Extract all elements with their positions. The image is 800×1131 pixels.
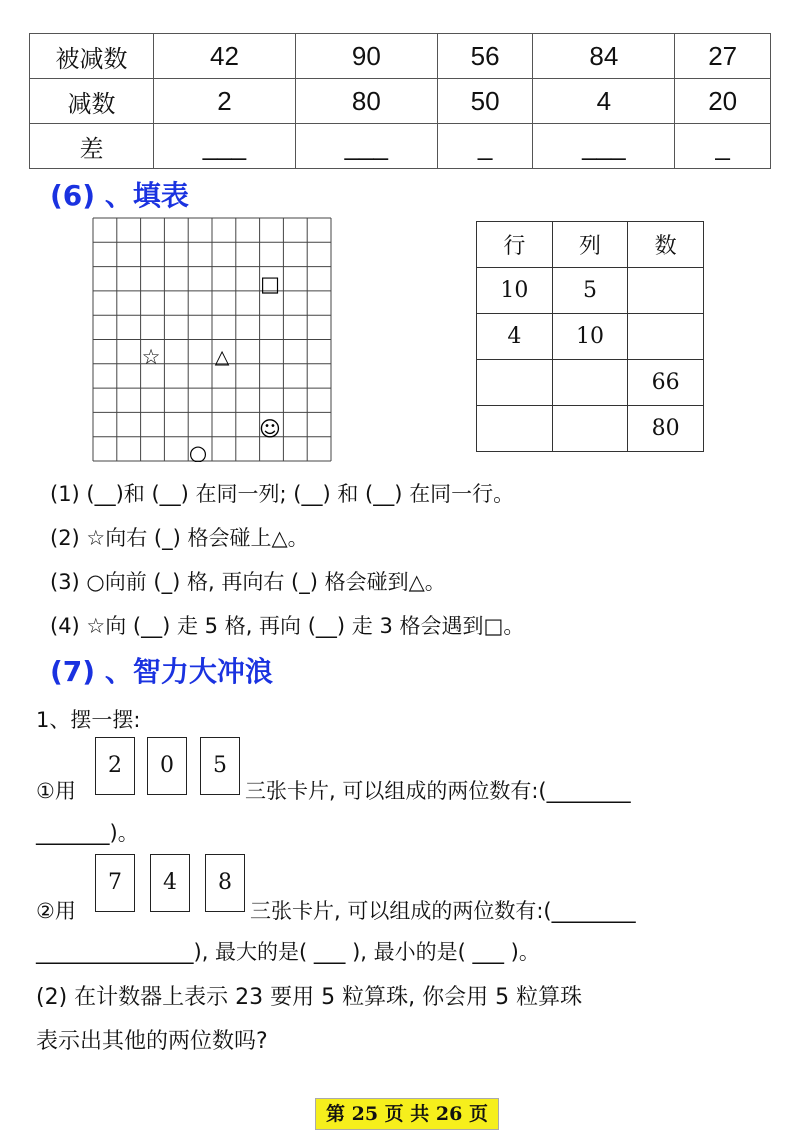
position-grid xyxy=(92,217,332,462)
table-cell: 5 xyxy=(552,268,628,314)
table-cell: 20 xyxy=(675,79,771,124)
row-header: 减数 xyxy=(30,79,154,124)
table-cell: 10 xyxy=(477,268,553,314)
item-1-text: 三张卡片, 可以组成的两位数有:(________ xyxy=(245,779,631,803)
question-2: (2) ☆向右 (_) 格会碰上△。 xyxy=(50,526,309,550)
item-1-continuation: _______)。 xyxy=(36,821,139,845)
table-cell: 42 xyxy=(154,34,296,79)
table-row xyxy=(477,406,704,452)
subsection-1-label: 1、摆一摆: xyxy=(36,708,141,732)
question-abacus-line-1: (2) 在计数器上表示 23 要用 5 粒算珠, 你会用 5 粒算珠 xyxy=(36,985,583,1010)
number-card: 0 xyxy=(147,737,187,795)
number-card: 8 xyxy=(205,854,245,912)
row-column-table xyxy=(476,221,704,452)
number-card: 2 xyxy=(95,737,135,795)
table-row xyxy=(30,79,771,124)
item-2-continuation: _______________), 最大的是( ___ ), 最小的是( ___ )。 xyxy=(36,940,540,964)
table-cell: 80 xyxy=(295,79,437,124)
question-abacus-line-2: 表示出其他的两位数吗? xyxy=(36,1029,268,1054)
section-6-title: (6) 、填表 xyxy=(50,179,189,212)
answer-blank[interactable]: ___ xyxy=(154,124,296,169)
question-1: (1) (__)和 (__) 在同一列; (__) 和 (__) 在同一行。 xyxy=(50,482,515,506)
answer-blank[interactable]: ___ xyxy=(533,124,675,169)
triangle-symbol: △ xyxy=(214,346,230,368)
star-symbol: ☆ xyxy=(141,345,161,369)
table-cell: 27 xyxy=(675,34,771,79)
header-cell: 数 xyxy=(628,222,704,268)
item-1-prefix: ①用 xyxy=(36,779,76,803)
subtraction-table xyxy=(29,33,771,169)
square-symbol: □ xyxy=(260,272,280,296)
table-row xyxy=(477,268,704,314)
number-card: 5 xyxy=(200,737,240,795)
question-4: (4) ☆向 (__) 走 5 格, 再向 (__) 走 3 格会遇到□。 xyxy=(50,614,525,638)
row-header: 被减数 xyxy=(30,34,154,79)
answer-cell[interactable] xyxy=(552,360,628,406)
section-7-title: (7) 、智力大冲浪 xyxy=(50,655,273,688)
table-row xyxy=(477,360,704,406)
table-row xyxy=(30,34,771,79)
answer-cell[interactable] xyxy=(477,406,553,452)
table-cell: 90 xyxy=(295,34,437,79)
item-2-prefix: ②用 xyxy=(36,899,76,923)
smile-symbol: ☺ xyxy=(259,417,281,441)
row-header: 差 xyxy=(30,124,154,169)
table-cell: 4 xyxy=(477,314,553,360)
table-cell: 56 xyxy=(437,34,533,79)
answer-cell[interactable] xyxy=(628,268,704,314)
answer-cell[interactable] xyxy=(552,406,628,452)
item-2-text: 三张卡片, 可以组成的两位数有:(________ xyxy=(250,899,636,923)
number-card: 4 xyxy=(150,854,190,912)
table-cell: 66 xyxy=(628,360,704,406)
table-row xyxy=(30,124,771,169)
table-cell: 4 xyxy=(533,79,675,124)
question-3: (3) ○向前 (_) 格, 再向右 (_) 格会碰到△。 xyxy=(50,570,446,594)
table-row xyxy=(477,314,704,360)
table-cell: 10 xyxy=(552,314,628,360)
table-row xyxy=(477,222,704,268)
circle-symbol: ○ xyxy=(188,441,208,462)
answer-cell[interactable] xyxy=(477,360,553,406)
header-cell: 行 xyxy=(477,222,553,268)
page-footer: 第 25 页 共 26 页 xyxy=(315,1098,499,1130)
answer-cell[interactable] xyxy=(628,314,704,360)
table-cell: 80 xyxy=(628,406,704,452)
header-cell: 列 xyxy=(552,222,628,268)
answer-blank[interactable]: _ xyxy=(675,124,771,169)
table-cell: 50 xyxy=(437,79,533,124)
answer-blank[interactable]: ___ xyxy=(295,124,437,169)
answer-blank[interactable]: _ xyxy=(437,124,533,169)
table-cell: 2 xyxy=(154,79,296,124)
table-cell: 84 xyxy=(533,34,675,79)
number-card: 7 xyxy=(95,854,135,912)
